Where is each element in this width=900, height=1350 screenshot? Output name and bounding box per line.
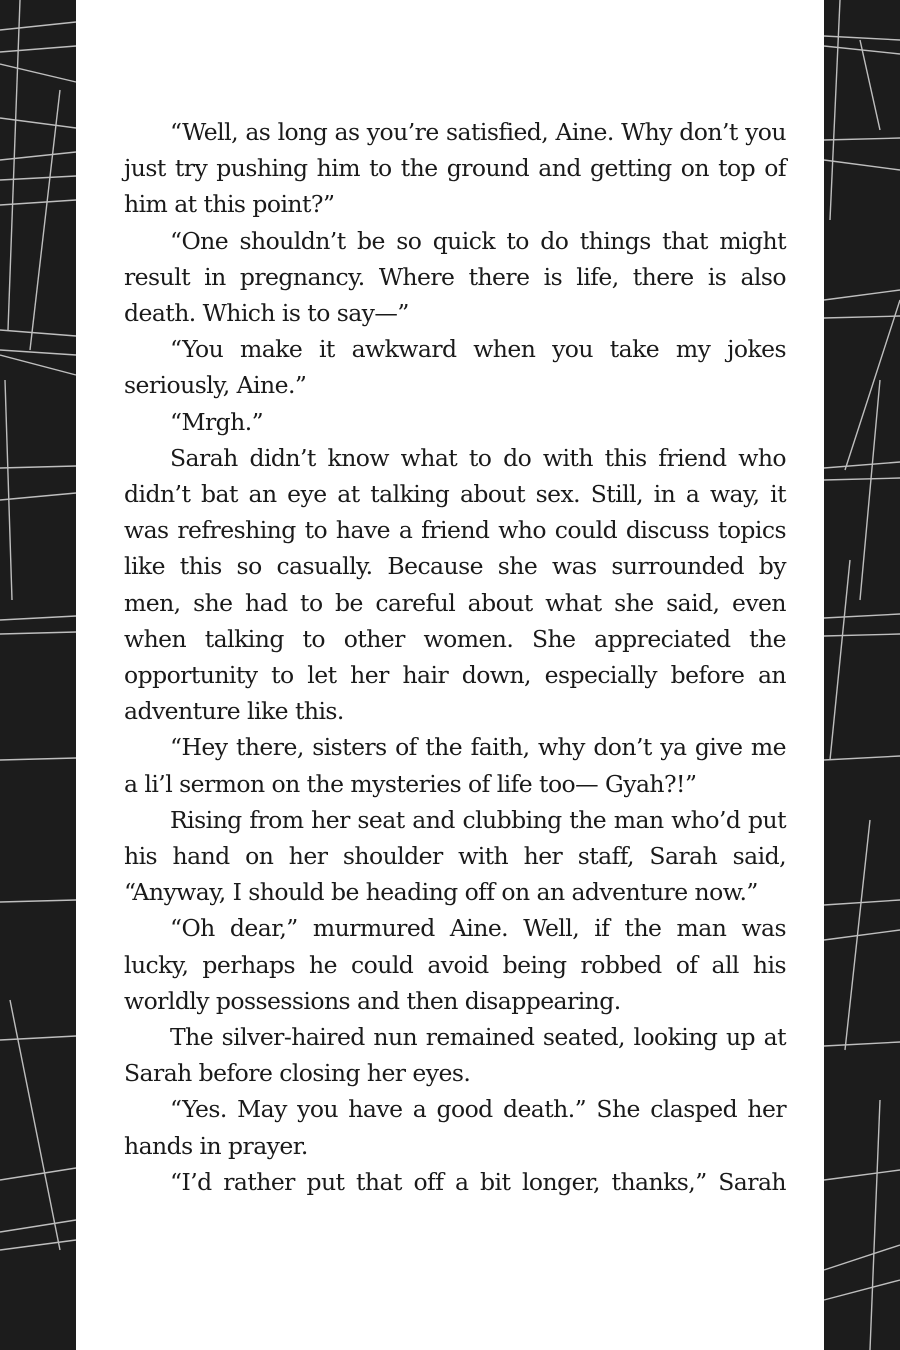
paragraph: “Mrgh.” (170, 407, 264, 436)
paragraph: Sarah didn’t know what to do with this friend who didn’t bat an eye at talking about sex. Still, in a way, it was refreshing to have a friend who could discuss topics like this so casually. Because she was surrounded by men, she had to be careful about what she said, even when talking to other women. She appreciated the opportunity to let her hair down, especially before an adventure like this. (124, 443, 786, 726)
paragraph: “You make it awkward when you take my jokes seriously, Aine.” (124, 335, 786, 400)
paragraph: “One shouldn’t be so quick to do things that might result in pregnancy. Where there is life, there is also death. Which is to say—” (124, 226, 786, 328)
body-text (124, 114, 786, 1200)
paragraph: The silver-haired nun remained seated, looking up at Sarah before closing her eyes. (124, 1023, 786, 1088)
paragraph: Rising from her seat and clubbing the man who’d put his hand on her shoulder with her staff, Sarah said, “Anyway, I should be heading off on an adventure now.” (124, 805, 786, 907)
paragraph: “Oh dear,” murmured Aine. Well, if the man was lucky, perhaps he could avoid being robbed of all his worldly possessions and then disappearing. (124, 914, 786, 1015)
book-page (76, 0, 824, 1350)
paragraph: “Yes. May you have a good death.” She clasped her hands in prayer. (124, 1095, 786, 1160)
paragraph: “Well, as long as you’re satisfied, Aine. Why don’t you just try pushing him to the ground and getting on top of him at this point?” (124, 118, 786, 219)
paragraph: “Hey there, sisters of the faith, why don’t ya give me a li’l sermon on the mysteries of life too— Gyah?!” (124, 733, 786, 798)
paragraph: “I’d rather put that off a bit longer, thanks,” Sarah (170, 1167, 786, 1196)
